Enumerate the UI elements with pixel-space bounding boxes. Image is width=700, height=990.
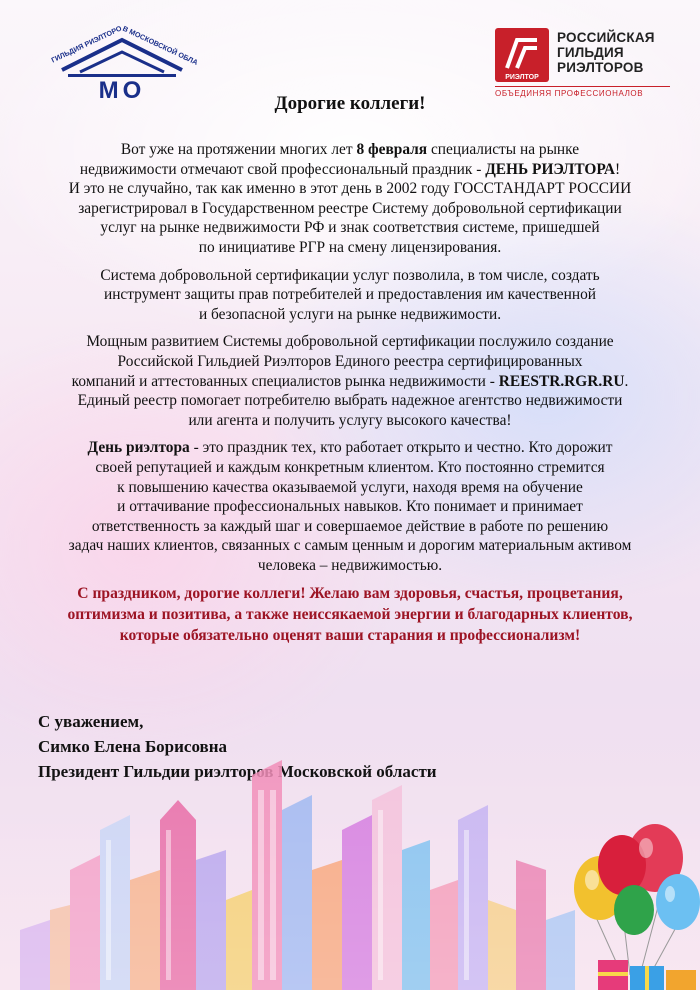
paragraph-line xyxy=(22,556,678,576)
paragraph-line xyxy=(22,305,678,325)
paragraph-line xyxy=(22,478,678,498)
logo-arc-text: ГИЛЬДИЯ РИЭЛТОРОВ МОСКОВСКОЙ ОБЛА xyxy=(49,23,200,67)
paragraph-line xyxy=(22,266,678,286)
rgr-mark-icon xyxy=(495,28,549,82)
paragraph-line xyxy=(22,536,678,556)
letter-body xyxy=(22,140,678,646)
paragraph-line xyxy=(22,458,678,478)
text-segment: Российской Гильдией Риэлторов Единого реестра сертифицированных xyxy=(117,352,583,370)
text-segment: инструмент защиты прав потребителей и предоставления им качественной xyxy=(103,286,597,304)
letter-paragraph xyxy=(22,266,678,325)
guild-mo-logo xyxy=(40,22,205,102)
rgr-name-line-1: РОССИЙСКАЯ xyxy=(557,30,655,45)
text-segment: недвижимости отмечают свой профессиональный праздник - xyxy=(79,160,486,178)
text-segment: зарегистрировал в Государственном реестре Систему добровольной сертификации xyxy=(78,199,622,217)
paragraph-line xyxy=(22,160,678,180)
paragraph-line xyxy=(22,332,678,352)
letter-paragraph xyxy=(22,332,678,430)
paragraph-line xyxy=(22,497,678,517)
text-segment: И это не случайно, так как именно в этот день в 2002 году ГОССТАНДАРТ РОССИИ xyxy=(68,180,632,198)
text-segment: и безопасной услуги на рынке недвижимости. xyxy=(198,305,502,323)
text-segment: специалисты на рынке xyxy=(427,141,580,158)
paragraph-line xyxy=(22,438,678,458)
emphasized-text: 8 февраля xyxy=(356,141,428,158)
paragraph-line xyxy=(22,140,678,160)
paragraph-line xyxy=(22,411,678,431)
svg-text:ГИЛЬДИЯ РИЭЛТОРОВ МОСКОВСКОЙ xyxy=(40,22,199,67)
letter-paragraph xyxy=(22,140,678,258)
paragraph-line xyxy=(22,372,678,392)
text-segment: - это праздник тех, кто работает открыто и честно. Кто дорожит xyxy=(189,439,613,457)
text-segment: человека – недвижимостью. xyxy=(257,556,443,574)
text-segment: ! xyxy=(614,160,621,178)
rgr-mark-text: РИЭЛТОР xyxy=(505,74,539,81)
paragraph-line xyxy=(22,285,678,305)
emphasized-text: REESTR.RGR.RU xyxy=(498,372,625,390)
paragraphs xyxy=(22,140,678,575)
balloons-illustration xyxy=(560,810,700,990)
rgr-tagline: ОБЪЕДИНЯЯ ПРОФЕССИОНАЛОВ xyxy=(495,86,670,98)
text-segment: своей репутацией и каждым конкретным клиентом. Кто постоянно стремится xyxy=(95,458,605,476)
text-segment: Мощным развитием Системы добровольной сертификации послужило создание xyxy=(86,333,614,351)
closing-line: которые обязательно оценят ваши старания и профессионализм! xyxy=(119,627,581,645)
closing-line: оптимизма и позитива, а также неиссякаемой энергии и благодарных клиентов, xyxy=(67,606,633,624)
text-segment: услуг на рынке недвижимости РФ и знак соответствия системе, пришедшей xyxy=(100,219,600,237)
paragraph-line xyxy=(22,352,678,372)
paragraph-line xyxy=(22,517,678,537)
text-segment: и оттачивание профессиональных навыков. Кто понимает и принимает xyxy=(117,498,583,516)
text-segment: . xyxy=(624,372,629,390)
text-segment: компаний и аттестованных специалистов рынка недвижимости - xyxy=(71,372,499,390)
greeting-title: Дорогие коллеги! xyxy=(274,93,426,114)
letter-paragraph xyxy=(22,438,678,575)
signature-name: Симко Елена Борисовна xyxy=(38,737,228,756)
closing-line: С праздником, дорогие коллеги! Желаю вам здоровья, счастья, процветания, xyxy=(77,585,623,603)
text-segment: по инициативе РГР на смену лицензирования. xyxy=(198,238,502,256)
text-segment: ответственность за каждый шаг и совершаемое действие в работе по решению xyxy=(91,517,609,535)
rgr-logo xyxy=(495,28,670,100)
text-segment: Вот уже на протяжении многих лет xyxy=(120,141,357,158)
rgr-name-line-2: ГИЛЬДИЯ xyxy=(557,45,624,60)
text-segment: к повышению качества оказываемой услуги, находя время на обучение xyxy=(117,478,583,496)
paragraph-line xyxy=(22,391,678,411)
emphasized-text: День риэлтора xyxy=(87,439,190,457)
paragraph-line xyxy=(22,199,678,219)
text-segment: Система добровольной сертификации услуг позволила, в том числе, создать xyxy=(100,266,600,284)
rgr-name-line-3: РИЭЛТОРОВ xyxy=(557,60,644,75)
signature-regards: С уважением, xyxy=(38,712,144,731)
paragraph-line xyxy=(22,218,678,238)
paragraph-line xyxy=(22,179,678,199)
text-segment: или агента и получить услугу высокого качества! xyxy=(188,411,512,429)
text-segment: Единый реестр помогает потребителю выбрать надежное агентство недвижимости xyxy=(77,392,623,410)
paragraph-line xyxy=(22,238,678,258)
rgr-name xyxy=(557,30,655,75)
text-segment: задач наших клиентов, связанных с самым ценным и дорогим материальным активом xyxy=(68,537,632,555)
closing-wishes xyxy=(22,583,678,646)
emphasized-text: ДЕНЬ РИЭЛТОРА xyxy=(485,160,615,178)
logo-letters: МО xyxy=(98,77,146,102)
